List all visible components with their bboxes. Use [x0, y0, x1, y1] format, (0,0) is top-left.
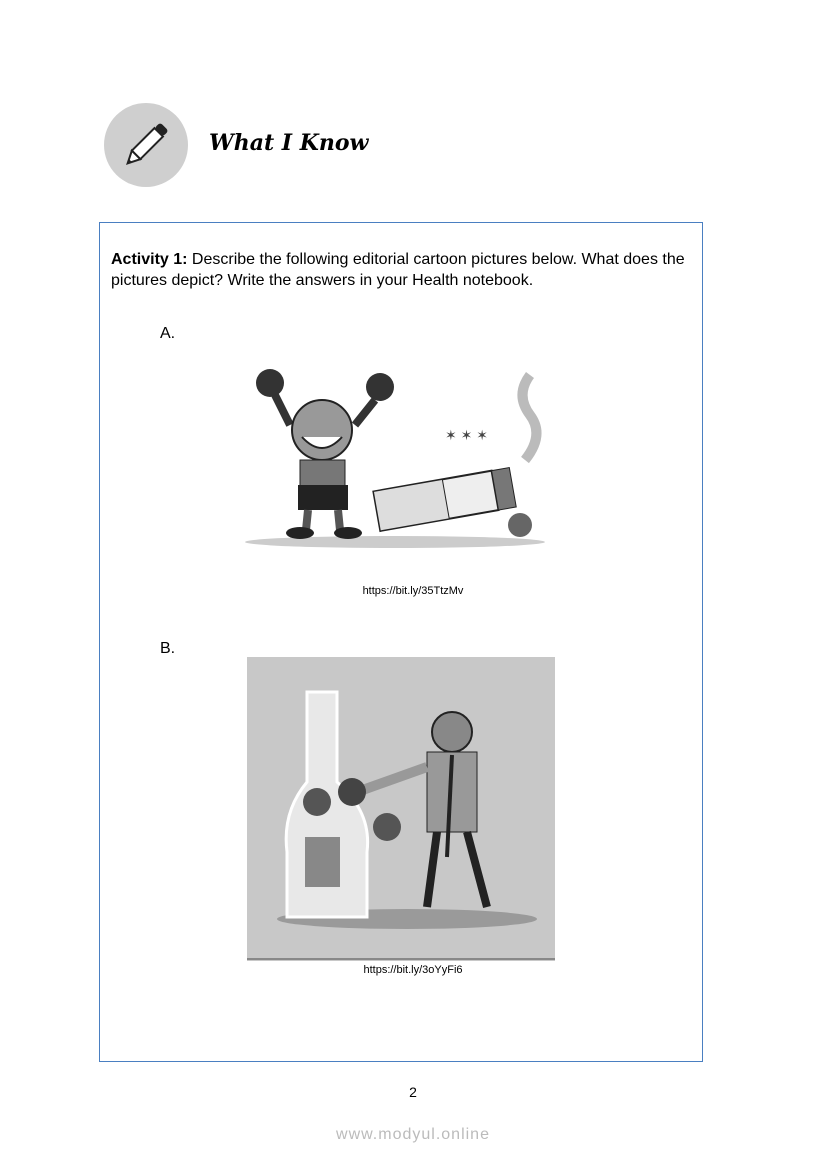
activity-instructions: [111, 249, 691, 291]
cartoon-a-image: [240, 365, 560, 550]
item-b-source: https://bit.ly/3oYyFi6: [363, 964, 463, 976]
item-a-label: A.: [160, 325, 176, 342]
activity-label: Activity 1:: [111, 251, 188, 268]
activity-text: Describe the following editorial cartoon pictures below. What does the pictures depict? Write the answers in your Health notebook.: [111, 251, 685, 289]
watermark: www.modyul.online: [336, 1126, 490, 1143]
pencil-icon: [118, 117, 174, 173]
item-b-label: B.: [160, 640, 176, 657]
svg-text:✶ ✶ ✶: ✶ ✶ ✶: [445, 427, 488, 443]
cartoon-b-image: [247, 657, 555, 961]
item-a-source: https://bit.ly/35TtzMv: [362, 585, 464, 597]
page-number: 2: [409, 1084, 417, 1100]
section-title: What I Know: [209, 130, 369, 156]
pencil-icon-badge: [104, 103, 188, 187]
